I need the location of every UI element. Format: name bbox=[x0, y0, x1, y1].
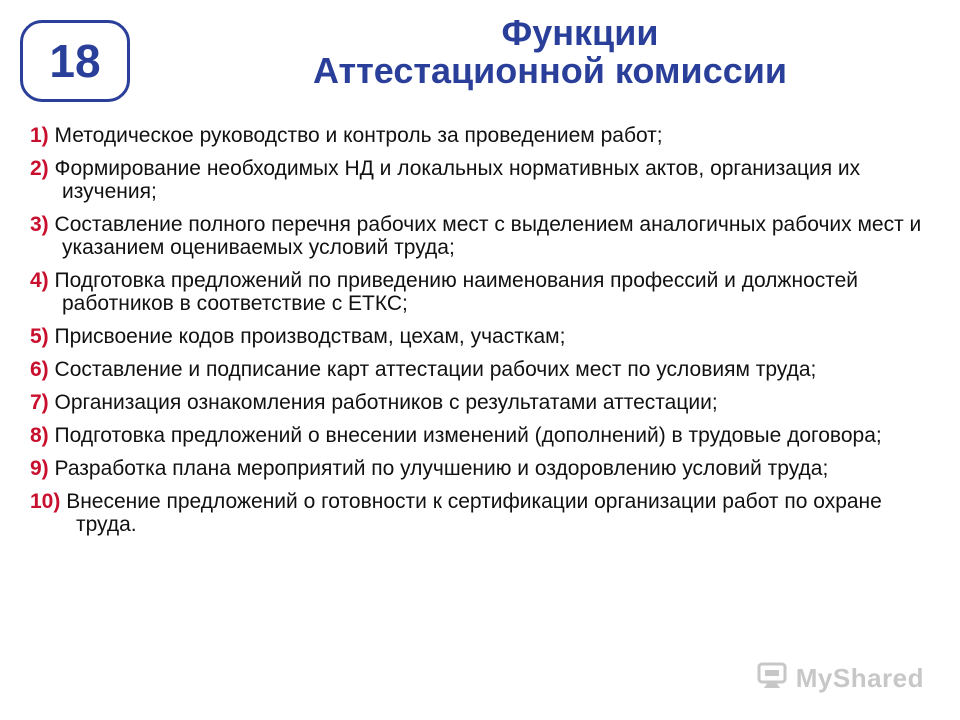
item-text: Подготовка предложений по приведению наименования профессий и должностей работников в соответствие с ЕТКС; bbox=[54, 269, 859, 315]
mysharing-logo-icon bbox=[756, 661, 790, 696]
list-item bbox=[30, 457, 935, 480]
list-item bbox=[30, 213, 935, 259]
slide-number-badge bbox=[20, 20, 130, 102]
item-number: 2) bbox=[30, 157, 49, 180]
list-item bbox=[30, 269, 935, 315]
item-number: 9) bbox=[30, 457, 49, 480]
item-number: 1) bbox=[30, 124, 49, 147]
list-item bbox=[30, 391, 935, 414]
item-text: Разработка плана мероприятий по улучшению и оздоровлению условий труда; bbox=[54, 457, 829, 480]
list-item bbox=[30, 358, 935, 381]
item-number: 6) bbox=[30, 358, 49, 381]
list-item bbox=[30, 490, 935, 536]
list-item bbox=[30, 325, 935, 348]
functions-list bbox=[30, 124, 935, 546]
item-number: 4) bbox=[30, 269, 49, 292]
slide-number: 18 bbox=[49, 35, 101, 87]
item-text: Подготовка предложений о внесении изменений (дополнений) в трудовые договора; bbox=[54, 424, 882, 447]
item-text: Организация ознакомления работников с результатами аттестации; bbox=[54, 391, 718, 414]
item-number: 5) bbox=[30, 325, 49, 348]
title-line-1: Функции bbox=[501, 12, 659, 53]
watermark-text: MyShared bbox=[795, 663, 924, 693]
item-text: Составление и подписание карт аттестации рабочих мест по условиям труда; bbox=[54, 358, 817, 381]
item-text: Присвоение кодов производствам, цехам, участкам; bbox=[54, 325, 566, 348]
item-text: Формирование необходимых НД и локальных нормативных актов, организация их изучения; bbox=[54, 157, 861, 203]
item-number: 7) bbox=[30, 391, 49, 414]
item-number: 8) bbox=[30, 424, 49, 447]
item-text: Составление полного перечня рабочих мест с выделением аналогичных рабочих мест и указанием оцениваемых условий труда; bbox=[54, 213, 922, 259]
title-line-2: Аттестационной комиссии bbox=[313, 50, 787, 91]
item-text: Методическое руководство и контроль за проведением работ; bbox=[54, 124, 663, 147]
slide-title bbox=[180, 14, 920, 90]
list-item bbox=[30, 124, 935, 147]
item-text: Внесение предложений о готовности к сертификации организации работ по охране труда. bbox=[66, 490, 882, 536]
list-item bbox=[30, 424, 935, 447]
list-item bbox=[30, 157, 935, 203]
watermark bbox=[756, 661, 924, 696]
item-number: 3) bbox=[30, 213, 49, 236]
item-number: 10) bbox=[30, 490, 61, 513]
